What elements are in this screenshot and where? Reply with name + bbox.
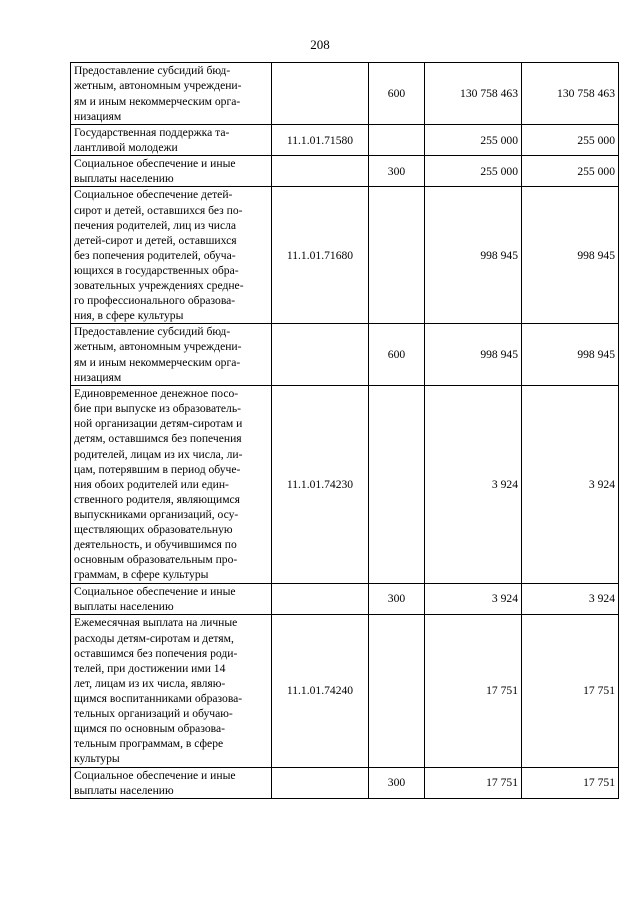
cell-name [71, 583, 272, 614]
cell-amount-2: 3 924 [522, 385, 619, 583]
name-line: выпускниками организаций, осу- [74, 507, 239, 521]
cell-expense-type [369, 385, 425, 583]
cell-expense-type: 300 [369, 767, 425, 798]
name-line: детей-сирот и детей, оставшихся [74, 233, 237, 247]
cell-expense-type: 300 [369, 156, 425, 187]
cell-expense-type: 300 [369, 583, 425, 614]
cell-name [71, 156, 272, 187]
cell-code: 11.1.01.71680 [272, 187, 369, 324]
name-line: низациям [74, 109, 122, 123]
name-line: Социальное обеспечение и иные [74, 768, 236, 782]
cell-amount-2: 17 751 [522, 767, 619, 798]
cell-name [71, 125, 272, 156]
name-line: Предоставление субсидий бюд- [74, 325, 231, 339]
table-row [71, 614, 619, 767]
name-line: граммам, в сфере культуры [74, 568, 209, 582]
budget-table [70, 62, 619, 799]
table-row [71, 385, 619, 583]
cell-amount-2: 17 751 [522, 614, 619, 767]
name-line: Ежемесячная выплата на личные [74, 616, 238, 630]
name-line: сирот и детей, оставшихся без по- [74, 203, 243, 217]
page-number: 208 [310, 37, 330, 52]
cell-name [71, 767, 272, 798]
name-line: печения родителей, лиц из числа [74, 218, 237, 232]
name-line: выплаты населению [74, 172, 174, 186]
cell-amount-1: 3 924 [425, 583, 522, 614]
name-line: Социальное обеспечение и иные [74, 584, 236, 598]
name-line: ществляющих образовательную [74, 522, 233, 536]
table-row [71, 324, 619, 385]
name-line: оставшимся без попечения роди- [74, 646, 238, 660]
table-row [71, 187, 619, 324]
name-line: ния, в сфере культуры [74, 309, 184, 323]
table-row [71, 156, 619, 187]
name-line: ния обоих родителей или един- [74, 477, 229, 491]
name-line: Предоставление субсидий бюд- [74, 64, 231, 78]
name-line: основным образовательным про- [74, 553, 238, 567]
table-row [71, 125, 619, 156]
name-line: зовательных учреждениях средне- [74, 279, 244, 293]
cell-name [71, 385, 272, 583]
cell-amount-1: 255 000 [425, 125, 522, 156]
name-line: Социальное обеспечение и иные [74, 157, 236, 171]
name-line: ям и иным некоммерческим орга- [74, 355, 241, 369]
cell-amount-1: 3 924 [425, 385, 522, 583]
cell-code: 11.1.01.74240 [272, 614, 369, 767]
cell-expense-type [369, 187, 425, 324]
cell-code [272, 324, 369, 385]
cell-name [71, 187, 272, 324]
cell-amount-2: 998 945 [522, 187, 619, 324]
name-line: жетным, автономным учреждени- [74, 340, 242, 354]
table-row [71, 583, 619, 614]
name-line: Единовременное денежное посо- [74, 387, 239, 401]
cell-name [71, 614, 272, 767]
name-line: выплаты населению [74, 784, 174, 798]
cell-amount-1: 998 945 [425, 187, 522, 324]
name-line: го профессионального образова- [74, 294, 236, 308]
name-line: тельным программам, в сфере [74, 737, 224, 751]
name-line: выплаты населению [74, 599, 174, 613]
cell-code [272, 767, 369, 798]
name-line: щимся по основным образова- [74, 722, 225, 736]
cell-expense-type [369, 125, 425, 156]
name-line: детям, оставшимся без попечения [74, 432, 242, 446]
cell-code: 11.1.01.71580 [272, 125, 369, 156]
cell-code: 11.1.01.74230 [272, 385, 369, 583]
name-line: ственного родителя, являющимся [74, 492, 241, 506]
cell-name [71, 324, 272, 385]
name-line: ющихся в государственных обра- [74, 263, 239, 277]
name-line: лантливой молодежи [74, 141, 178, 155]
name-line: ям и иным некоммерческим орга- [74, 94, 241, 108]
cell-amount-1: 998 945 [425, 324, 522, 385]
cell-amount-1: 17 751 [425, 767, 522, 798]
cell-amount-2: 3 924 [522, 583, 619, 614]
cell-name [71, 63, 272, 125]
cell-code [272, 583, 369, 614]
table-body [71, 63, 619, 799]
name-line: деятельность, и обучившимся по [74, 538, 237, 552]
cell-amount-1: 255 000 [425, 156, 522, 187]
cell-code [272, 156, 369, 187]
cell-amount-1: 130 758 463 [425, 63, 522, 125]
name-line: лет, лицам из их числа, являю- [74, 676, 226, 690]
table-row [71, 767, 619, 798]
cell-expense-type: 600 [369, 63, 425, 125]
cell-code [272, 63, 369, 125]
name-line: расходы детям-сиротам и детям, [74, 631, 234, 645]
name-line: тельных организаций и обучаю- [74, 707, 233, 721]
cell-amount-2: 130 758 463 [522, 63, 619, 125]
name-line: низациям [74, 370, 122, 384]
name-line: щимся воспитанниками образова- [74, 691, 243, 705]
cell-expense-type [369, 614, 425, 767]
name-line: бие при выпуске из образователь- [74, 402, 241, 416]
cell-amount-2: 255 000 [522, 156, 619, 187]
name-line: жетным, автономным учреждени- [74, 79, 242, 93]
name-line: Государственная поддержка та- [74, 126, 230, 139]
cell-amount-2: 998 945 [522, 324, 619, 385]
name-line: родителей, лицам из их числа, ли- [74, 447, 243, 461]
cell-expense-type: 600 [369, 324, 425, 385]
cell-amount-1: 17 751 [425, 614, 522, 767]
table-row [71, 63, 619, 125]
cell-amount-2: 255 000 [522, 125, 619, 156]
name-line: без попечения родителей, обуча- [74, 248, 236, 262]
name-line: цам, потерявшим в период обуче- [74, 462, 241, 476]
name-line: Социальное обеспечение детей- [74, 188, 233, 202]
name-line: культуры [74, 752, 120, 766]
name-line: ной организации детям-сиротам и [74, 417, 243, 431]
name-line: телей, при достижении ими 14 [74, 661, 226, 675]
